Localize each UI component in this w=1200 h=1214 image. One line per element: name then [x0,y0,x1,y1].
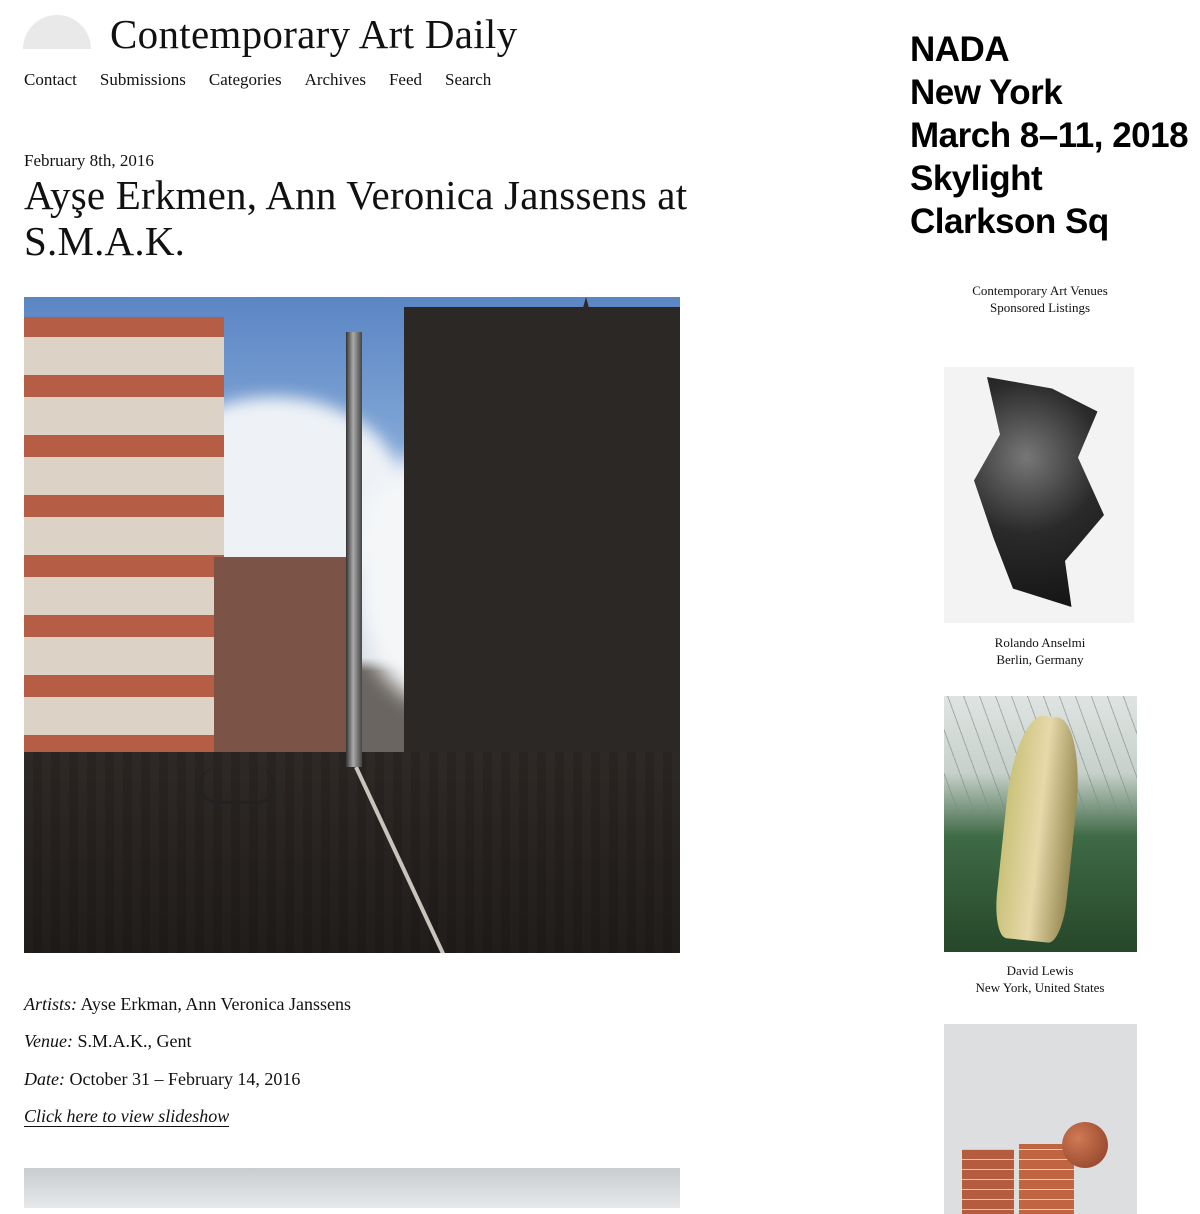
venue-value: S.M.A.K., Gent [77,1031,192,1051]
venue-ad-image-2[interactable] [944,696,1137,952]
nav-search[interactable]: Search [445,70,492,89]
venue-ad-image-3[interactable] [944,1024,1137,1214]
second-exhibition-photo[interactable] [24,1168,680,1208]
nada-line-2: New York [910,73,1063,112]
nada-line-3: March 8–11, 2018 [910,116,1189,155]
post-date: February 8th, 2016 [24,151,154,170]
venue-ad-location-1: Berlin, Germany [996,652,1084,667]
nav-archives[interactable]: Archives [304,70,366,89]
site-title[interactable]: Contemporary Art Daily [110,11,518,57]
venue-label: Venue: [24,1031,73,1051]
artists-value: Ayse Erkman, Ann Veronica Janssens [80,994,351,1014]
slideshow-link[interactable]: Click here to view slideshow [24,1106,230,1126]
nav-contact[interactable]: Contact [24,70,77,89]
main-nav [24,70,491,90]
venues-heading-line-2: Sponsored Listings [989,300,1091,315]
date-value: October 31 – February 14, 2016 [69,1069,301,1089]
nada-line-5: Clarkson Sq [910,202,1109,241]
date-line [24,1069,300,1090]
artists-line [24,994,351,1015]
artists-label: Artists: [24,994,78,1014]
nada-line-4: Skylight [910,159,1043,198]
venue-ad-image-1[interactable] [944,367,1134,623]
venues-heading [940,282,1140,316]
post-title[interactable]: Ayşe Erkmen, Ann Veronica Janssens at S.M.A.K. [24,172,688,264]
venue-ad-name-2: David Lewis [1006,963,1074,978]
venue-line [24,1031,192,1052]
nav-categories[interactable]: Categories [208,70,282,89]
venue-ad-caption-2[interactable] [940,962,1140,996]
nada-ad[interactable] [910,28,1188,243]
nav-feed[interactable]: Feed [388,70,422,89]
venue-ad-caption-1[interactable] [940,634,1140,668]
date-label: Date: [24,1069,65,1089]
main-exhibition-photo[interactable] [24,297,680,953]
nada-line-1: NADA [910,30,1010,69]
site-logo[interactable] [23,15,91,49]
venue-ad-name-1: Rolando Anselmi [994,635,1086,650]
venue-ad-location-2: New York, United States [975,980,1105,995]
venues-heading-line-1: Contemporary Art Venues [972,283,1108,298]
nav-submissions[interactable]: Submissions [99,70,186,89]
